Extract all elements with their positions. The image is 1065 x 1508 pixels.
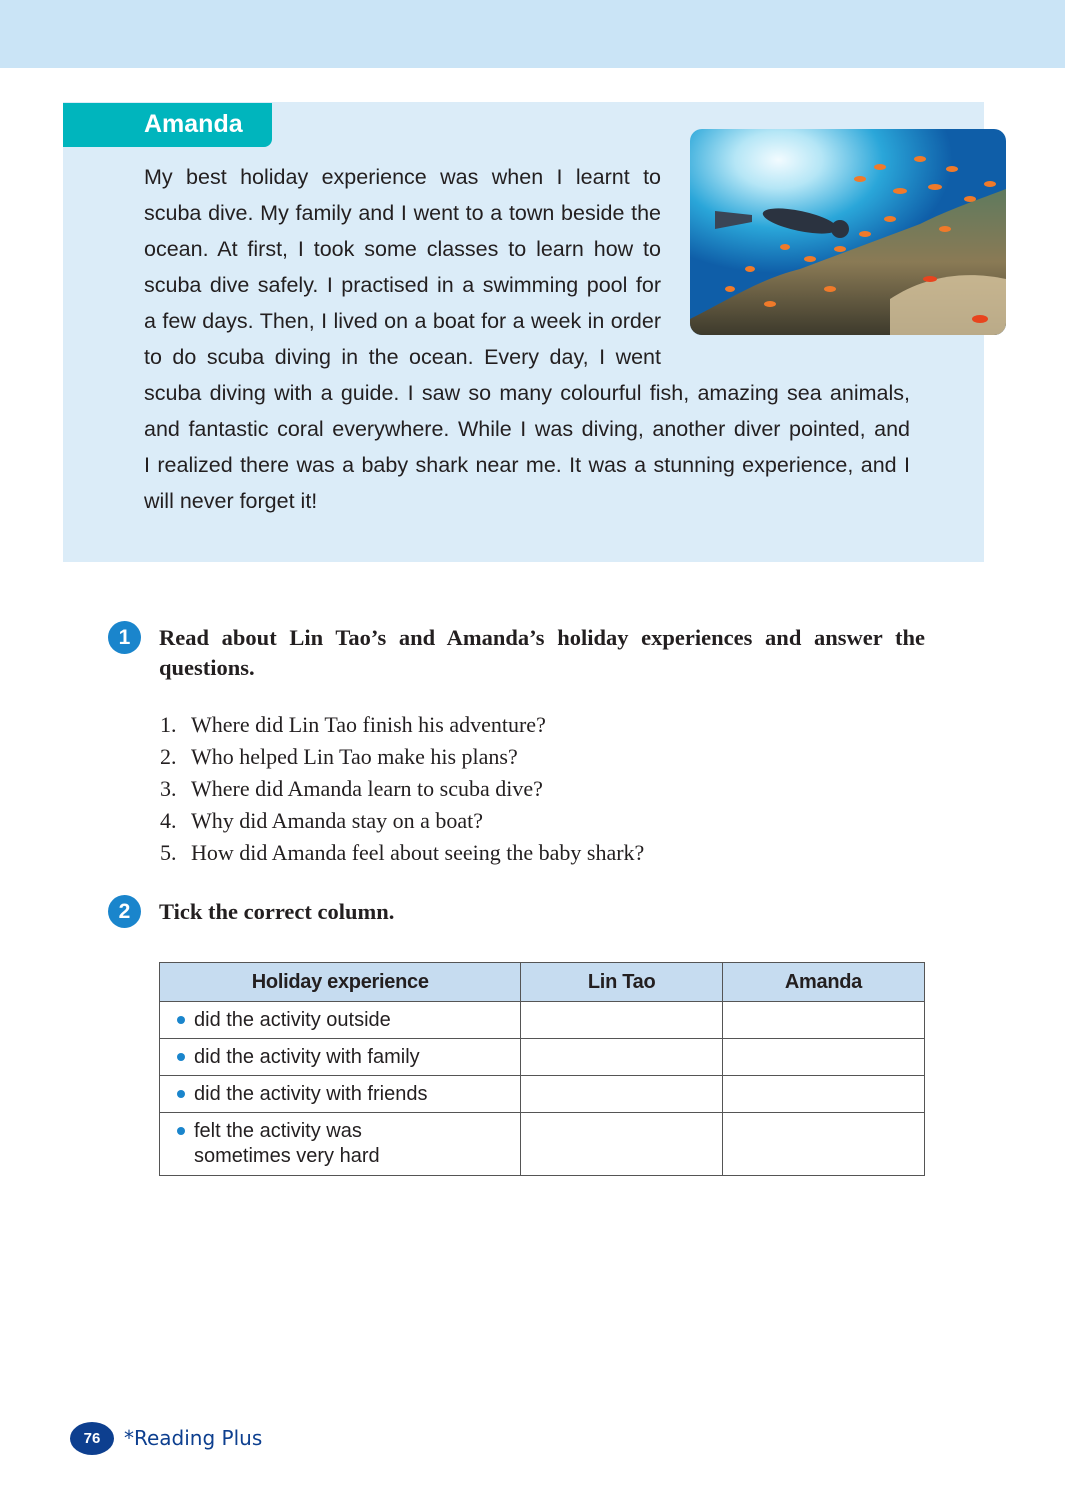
tick-cell-lin-tao[interactable]: [521, 1039, 722, 1076]
question-text: Why did Amanda stay on a boat?: [191, 808, 484, 833]
table-row: [160, 1002, 925, 1039]
passage-line: a few days. Then, I lived on a boat for a week in order: [144, 309, 661, 333]
question-text: How did Amanda feel about seeing the baby shark?: [191, 840, 645, 865]
passage-line: ocean. At first, I took some classes to learn how to: [144, 237, 661, 261]
passage-name: Amanda: [144, 110, 243, 138]
question-number: 3.: [160, 776, 177, 801]
task-instruction: Read about Lin Tao’s and Amanda’s holiday experiences and answer the questions.: [159, 625, 925, 680]
table-header-row: [160, 963, 925, 1002]
tick-cell-lin-tao[interactable]: [521, 1076, 722, 1113]
question-item: [160, 773, 644, 805]
tick-cell-lin-tao[interactable]: [521, 1113, 722, 1176]
table-row: [160, 1039, 925, 1076]
bullet-icon: [177, 1127, 185, 1135]
task-number-badge: 1: [108, 621, 141, 654]
question-text: Where did Amanda learn to scuba dive?: [191, 776, 543, 801]
question-number: 2.: [160, 744, 177, 769]
question-item: [160, 837, 644, 869]
table-row: [160, 1113, 925, 1176]
header-holiday-experience: Holiday experience: [160, 963, 521, 1002]
tick-cell-amanda[interactable]: [722, 1039, 924, 1076]
experience-cell: did the activity with family: [160, 1039, 521, 1076]
passage-line: My best holiday experience was when I learnt to: [144, 165, 661, 189]
question-item: [160, 741, 644, 773]
passage-name-tab: [63, 103, 272, 147]
tick-cell-amanda[interactable]: [722, 1113, 924, 1176]
tick-table: [159, 962, 925, 1176]
passage-line: I realized there was a baby shark near me. It was a stunning experience, and I: [144, 453, 910, 477]
passage-line: scuba dive safely. I practised in a swimming pool for: [144, 273, 661, 297]
task-instruction: Tick the correct column.: [159, 899, 395, 924]
tick-cell-amanda[interactable]: [722, 1076, 924, 1113]
question-number: 4.: [160, 808, 177, 833]
tick-cell-lin-tao[interactable]: [521, 1002, 722, 1039]
bullet-icon: [177, 1053, 185, 1061]
question-list: [160, 709, 644, 869]
tick-cell-amanda[interactable]: [722, 1002, 924, 1039]
question-item: [160, 805, 644, 837]
experience-cell: did the activity outside: [160, 1002, 521, 1039]
bullet-icon: [177, 1090, 185, 1098]
question-number: 1.: [160, 712, 177, 737]
passage-line: scuba diving with a guide. I saw so many colourful fish, amazing sea animals,: [144, 381, 910, 405]
task-number-badge: 2: [108, 895, 141, 928]
table-row: [160, 1076, 925, 1113]
top-banner: [0, 0, 1065, 68]
passage-line: will never forget it!: [144, 489, 318, 513]
experience-cell: did the activity with friends: [160, 1076, 521, 1113]
question-number: 5.: [160, 840, 177, 865]
passage-line: to do scuba diving in the ocean. Every day, I went: [144, 345, 661, 369]
passage-line: and fantastic coral everywhere. While I was diving, another diver pointed, and: [144, 417, 910, 441]
passage-line: scuba dive. My family and I went to a town beside the: [144, 201, 661, 225]
bullet-icon: [177, 1016, 185, 1024]
passage-text: [144, 159, 910, 519]
page-number-badge: 76: [70, 1422, 114, 1455]
question-item: [160, 709, 644, 741]
section-label: *Reading Plus: [124, 1426, 263, 1450]
question-text: Where did Lin Tao finish his adventure?: [191, 712, 546, 737]
question-text: Who helped Lin Tao make his plans?: [191, 744, 518, 769]
header-amanda: Amanda: [722, 963, 924, 1002]
header-lin-tao: Lin Tao: [521, 963, 722, 1002]
experience-cell: felt the activity was sometimes very hard: [160, 1113, 521, 1176]
